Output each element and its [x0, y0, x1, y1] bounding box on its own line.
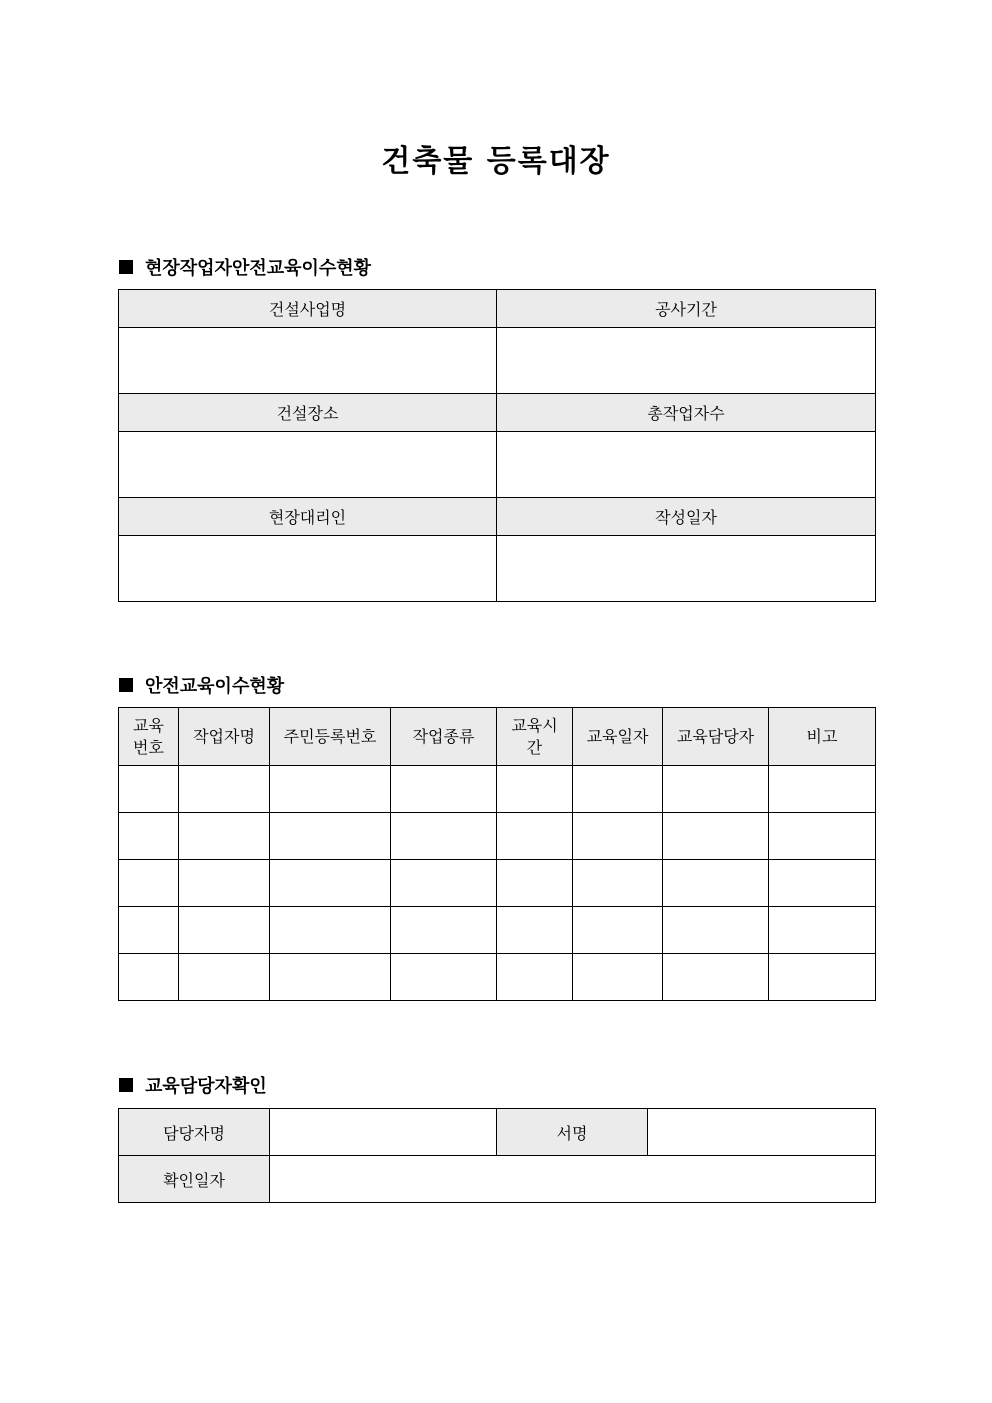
table-cell[interactable]: [769, 907, 876, 954]
value-manager-name[interactable]: [270, 1109, 497, 1156]
table-cell[interactable]: [497, 766, 573, 813]
table-cell[interactable]: [769, 860, 876, 907]
education-table: [118, 707, 876, 1001]
table-row: [119, 907, 876, 954]
table-cell[interactable]: [179, 813, 270, 860]
value-confirm-date[interactable]: [270, 1156, 876, 1203]
table-cell[interactable]: [663, 907, 769, 954]
table-cell[interactable]: [573, 766, 663, 813]
table-cell[interactable]: [573, 954, 663, 1001]
table-cell[interactable]: [270, 766, 391, 813]
col-header-edu-date: 교육일자: [573, 708, 663, 766]
table-cell[interactable]: [497, 860, 573, 907]
label-project-name: 건설사업명: [119, 290, 497, 328]
col-header-remarks: 비고: [769, 708, 876, 766]
section-heading-safety-education: [119, 672, 284, 698]
label-manager-name: 담당자명: [119, 1109, 270, 1156]
label-construction-site: 건설장소: [119, 394, 497, 432]
square-bullet-icon: [119, 260, 133, 274]
table-cell[interactable]: [270, 954, 391, 1001]
value-site-agent[interactable]: [119, 536, 497, 602]
table-cell[interactable]: [179, 860, 270, 907]
table-cell[interactable]: [179, 766, 270, 813]
table-cell[interactable]: [179, 954, 270, 1001]
col-header-worker-name: 작업자명: [179, 708, 270, 766]
table-cell[interactable]: [573, 907, 663, 954]
table-cell[interactable]: [573, 813, 663, 860]
label-written-date: 작성일자: [497, 498, 876, 536]
table-cell[interactable]: [663, 766, 769, 813]
square-bullet-icon: [119, 678, 133, 692]
table-cell[interactable]: [497, 954, 573, 1001]
table-row: [119, 860, 876, 907]
table-cell[interactable]: [391, 860, 497, 907]
table-cell[interactable]: [270, 907, 391, 954]
col-header-edu-manager: 교육담당자: [663, 708, 769, 766]
table-cell[interactable]: [769, 954, 876, 1001]
table-cell[interactable]: [769, 813, 876, 860]
table-cell[interactable]: [663, 954, 769, 1001]
table-row: [119, 766, 876, 813]
value-construction-site[interactable]: [119, 432, 497, 498]
table-cell[interactable]: [663, 860, 769, 907]
col-header-work-type: 작업종류: [391, 708, 497, 766]
value-construction-period[interactable]: [497, 328, 876, 394]
label-site-agent: 현장대리인: [119, 498, 497, 536]
table-cell[interactable]: [391, 907, 497, 954]
table-row: [119, 813, 876, 860]
table-cell[interactable]: [573, 860, 663, 907]
table-cell[interactable]: [270, 813, 391, 860]
value-project-name[interactable]: [119, 328, 497, 394]
square-bullet-icon: [119, 1078, 133, 1092]
table-cell[interactable]: [179, 907, 270, 954]
table-cell[interactable]: [391, 954, 497, 1001]
site-info-table: [118, 289, 876, 602]
section-heading-text: 교육담당자확인: [145, 1076, 267, 1097]
table-cell[interactable]: [119, 954, 179, 1001]
value-total-workers[interactable]: [497, 432, 876, 498]
label-total-workers: 총작업자수: [497, 394, 876, 432]
label-signature: 서명: [497, 1109, 648, 1156]
confirmation-table: [118, 1108, 876, 1203]
value-signature[interactable]: [648, 1109, 876, 1156]
table-cell[interactable]: [497, 813, 573, 860]
section-heading-text: 안전교육이수현황: [145, 676, 285, 697]
table-cell[interactable]: [663, 813, 769, 860]
table-cell[interactable]: [270, 860, 391, 907]
col-header-edu-hours: 교육시 간: [497, 708, 573, 766]
table-cell[interactable]: [119, 907, 179, 954]
table-cell[interactable]: [391, 766, 497, 813]
label-confirm-date: 확인일자: [119, 1156, 270, 1203]
page-title: 건축물 등록대장: [381, 144, 611, 179]
table-cell[interactable]: [119, 813, 179, 860]
table-cell[interactable]: [119, 860, 179, 907]
section-heading-text: 현장작업자안전교육이수현황: [145, 258, 372, 279]
table-cell[interactable]: [391, 813, 497, 860]
section-heading-site-education: [119, 254, 371, 280]
col-header-edu-number: 교육 번호: [119, 708, 179, 766]
value-written-date[interactable]: [497, 536, 876, 602]
table-cell[interactable]: [497, 907, 573, 954]
label-construction-period: 공사기간: [497, 290, 876, 328]
section-heading-manager-confirm: [119, 1072, 267, 1098]
table-cell[interactable]: [119, 766, 179, 813]
table-row: [119, 954, 876, 1001]
table-cell[interactable]: [769, 766, 876, 813]
col-header-resident-number: 주민등록번호: [270, 708, 391, 766]
